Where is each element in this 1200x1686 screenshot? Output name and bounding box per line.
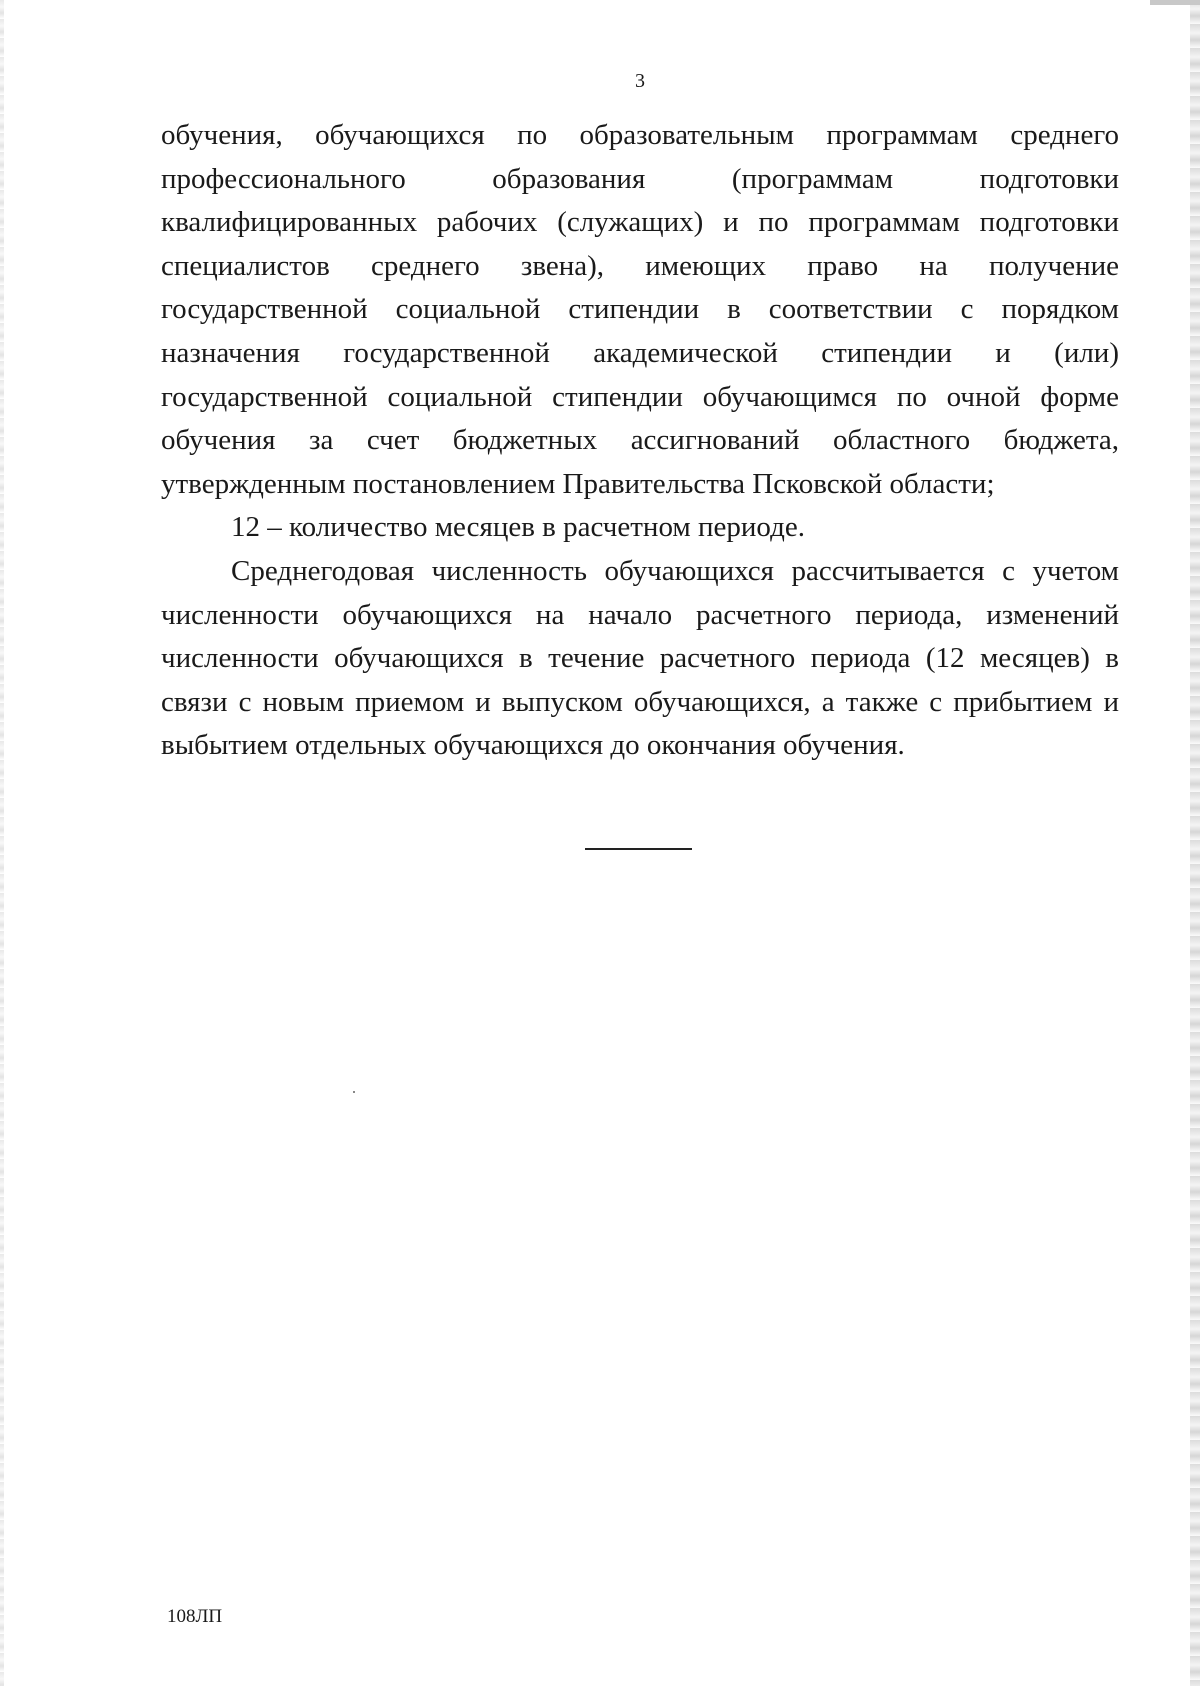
end-of-text-rule — [585, 848, 692, 850]
paragraph-months: 12 – количество месяцев в расчетном периоде. — [231, 511, 805, 544]
scan-edge-corner — [1150, 0, 1200, 5]
paragraph-average-count: Среднегодовая численность обучающихся рассчитывается с учетом численности обучающихся на начало расчетного периода, изменений численности обучающихся в течение расчетного периода (12 месяцев) в связи с новым приемом и выпуском обучающихся, а также с прибытием и выбытием отдельных обучающихся до окончания обучения. — [161, 554, 1119, 762]
document-body — [161, 114, 1119, 768]
scan-edge-right — [1190, 0, 1200, 1686]
paragraph-continuation: обучения, обучающихся по образовательным программам среднего профессионального образования (программам подготовки квалифицированных рабочих (служащих) и по программам подготовки специалистов среднего звена), имеющих право на получение государственной социальной стипендии в соответствии с порядком назначения государственной академической стипендии и (или) государственной социальной стипендии обучающимся по очной форме обучения за счет бюджетных ассигнований областного бюджета, утвержденным постановлением Правительства Псковской области; — [161, 119, 1119, 500]
scan-speck — [353, 1091, 355, 1093]
document-code: 108ЛП — [167, 1606, 223, 1627]
page-number: 3 — [635, 70, 645, 92]
scan-edge-left — [0, 0, 4, 1686]
